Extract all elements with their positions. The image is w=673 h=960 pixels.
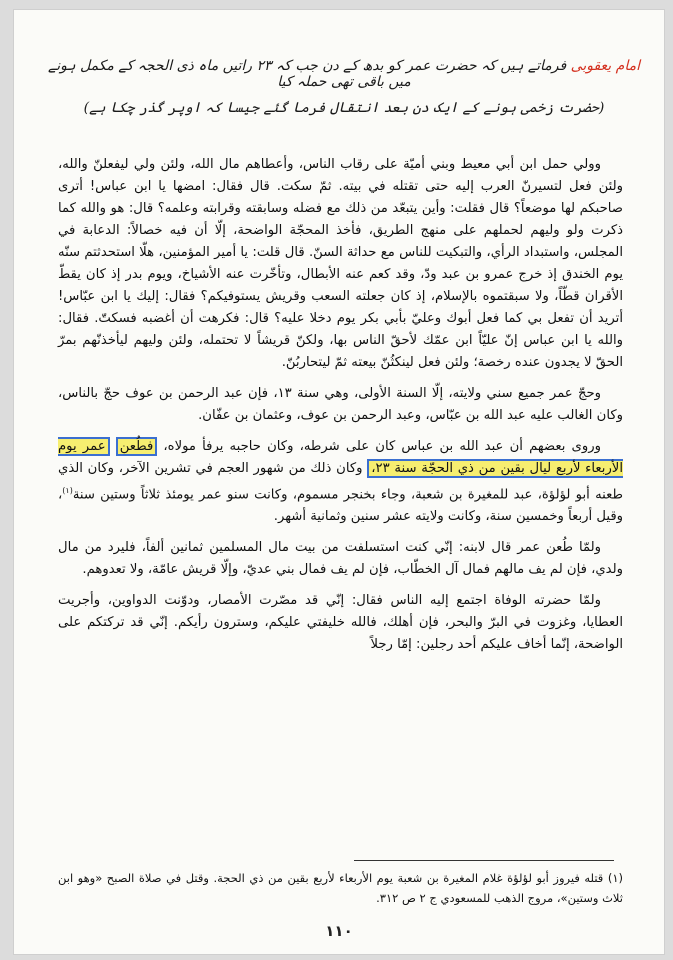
urdu-header-line-2: (حضرت زخمی ہونے کے ایک دن بعد انتقال فرما گئے جیسا کہ اوپر گذر چکا ہے): [83, 100, 605, 116]
page-number: ١١٠: [325, 922, 353, 940]
urdu-header-text: فرماتے ہیں کہ حضرت عمر کو بدھ کے دن جب کہ ۲۳ راتیں ماہ ذی الحجہ کے مکمل ہونے میں باقی تھی حملہ کیا: [48, 58, 571, 90]
footnote-marker: (١): [62, 486, 73, 495]
book-page: [14, 10, 664, 954]
paragraph-3-body: وكان ذلك من شهور العجم في تشرين الآخر، وكان الذي طعنه أبو لؤلؤة، عبد للمغيرة بن شعبة، وجاء بخنجر مسموم، وكانت سنو عمر يومئذ ثلاثاً وستين سنة: [58, 461, 623, 503]
highlighted-word: فطُعن: [116, 437, 158, 456]
paragraph-5: ولمّا حضرته الوفاة اجتمع إليه الناس فقال: إنّي قد مصّرت الأمصار، ودوّنت الدواوين، وأجريت العطايا، وغزوت في البرّ والبحر، فإن أهلك، فالله خليفتي عليكم، وسترون رأيكم. إنّي قد تركتكم على الواضحة، إنّما أخاف عليكم أحد رجلين: إمّا رجلاً: [58, 593, 623, 653]
paragraph-4: ولمّا طُعن عمر قال لابنه: إنّي كنت استسلفت من بيت مال المسلمين ثمانين ألفاً، فليرد من مال ولدي، فإن لم يف مالهم فمال آل الخطّاب، فإن لم يف فمال بني عديّ، وإلّا قريش عامّة، ولا تعدوهم.: [58, 540, 623, 578]
urdu-header-author: امام یعقوبی: [570, 58, 640, 74]
urdu-header-line-1: [44, 58, 644, 90]
arabic-body-text: [58, 154, 623, 665]
paragraph-3: [58, 436, 623, 528]
footnote-divider: [354, 860, 614, 861]
footnote: (١) قتله فيروز أبو لؤلؤة غلام المغيرة بن شعبة يوم الأربعاء لأربع بقين من ذي الحجة. وقتل في صلاة الصبح «وهو ابن ثلاث وستين»، مروج الذهب للمسعودي ج ٢ ص ٣١٢.: [58, 871, 623, 905]
paragraph-3-intro: وروى بعضهم أن عبد الله بن عباس كان على شرطه، وكان حاجبه يرفأ مولاه،: [163, 439, 601, 454]
paragraph-3-end: ، وقيل أربعاً وخمسين سنة، وكانت ولايته عشر سنين وثمانية أشهر.: [58, 487, 623, 525]
paragraph-2: وحجّ عمر جميع سني ولايته، إلّا السنة الأولى، وهي سنة ١٣، فإن عبد الرحمن بن عوف حجّ بالناس، وكان الغالب عليه عبد الله بن عبّاس، وعبد الرحمن بن عوف، وعثمان بن عفّان.: [58, 386, 623, 423]
paragraph-1: وولي حمل ابن أبي معيط وبني أميّة على رقاب الناس، وأعطاهم مال الله، ولئن ولي ليفعلنّ والله، ولئن فعل لتسيرنّ العرب إليه حتى تقتله في بيته. ثمّ سكت. قال فقال: امضها يا ابن عباس! أترى صاحبكم لها موضعاً؟ قال فقلت: وأين يتبعّد من ذلك مع فضله وسابقته وقرابته وعلمه؟ قال: هو والله كما ذكرت ولو وليهم لحملهم على منهج الطريق، فأخذ المحجّة الواضحة، إلّا أن فيه خصالاً: الدعابة في المجلس، واستبداد الرأي، والتبكيت للناس مع حداثة السنّ. قال قلت: يا أمير المؤمنين، هلّا استحدثتم سنّه يوم الخندق إذ خرج عمرو بن عبد ودّ، وقد كعم عنه الأبطال، وتأخّرت عنه الأشياخ، ويوم بدر إذ كان يقطّ الأقران قطّاً، ولا سبقتموه بالإسلام، إذ كان جعلته السعب وقريش يستوفيكم؟ فقال: إليك يا ابن عبّاس! أتريد أن تفعل بي كما فعل أبوك وعليّ بأبي بكر يوم دخلا عليه؟ قال: فكرهت أن أغضبه فسكتّ. فقال: والله يا ابن عباس إنّ عليّاً ابن عمّك لأحقّ الناس بها، ولكنّ قريشاً لا تحتمله، ولئن وليهم ليأخذنّهم بمرّ الحقّ لا يجدون عنده رخصة؛ ولئن فعل لينكثُنّ بيعته ثمّ ليتحاربُنّ.: [58, 157, 623, 370]
highlighted-phrase: عمر يوم الأربعاء لأربع ليال بقين من ذي الحجّة سنة ٢٣،: [58, 439, 623, 476]
